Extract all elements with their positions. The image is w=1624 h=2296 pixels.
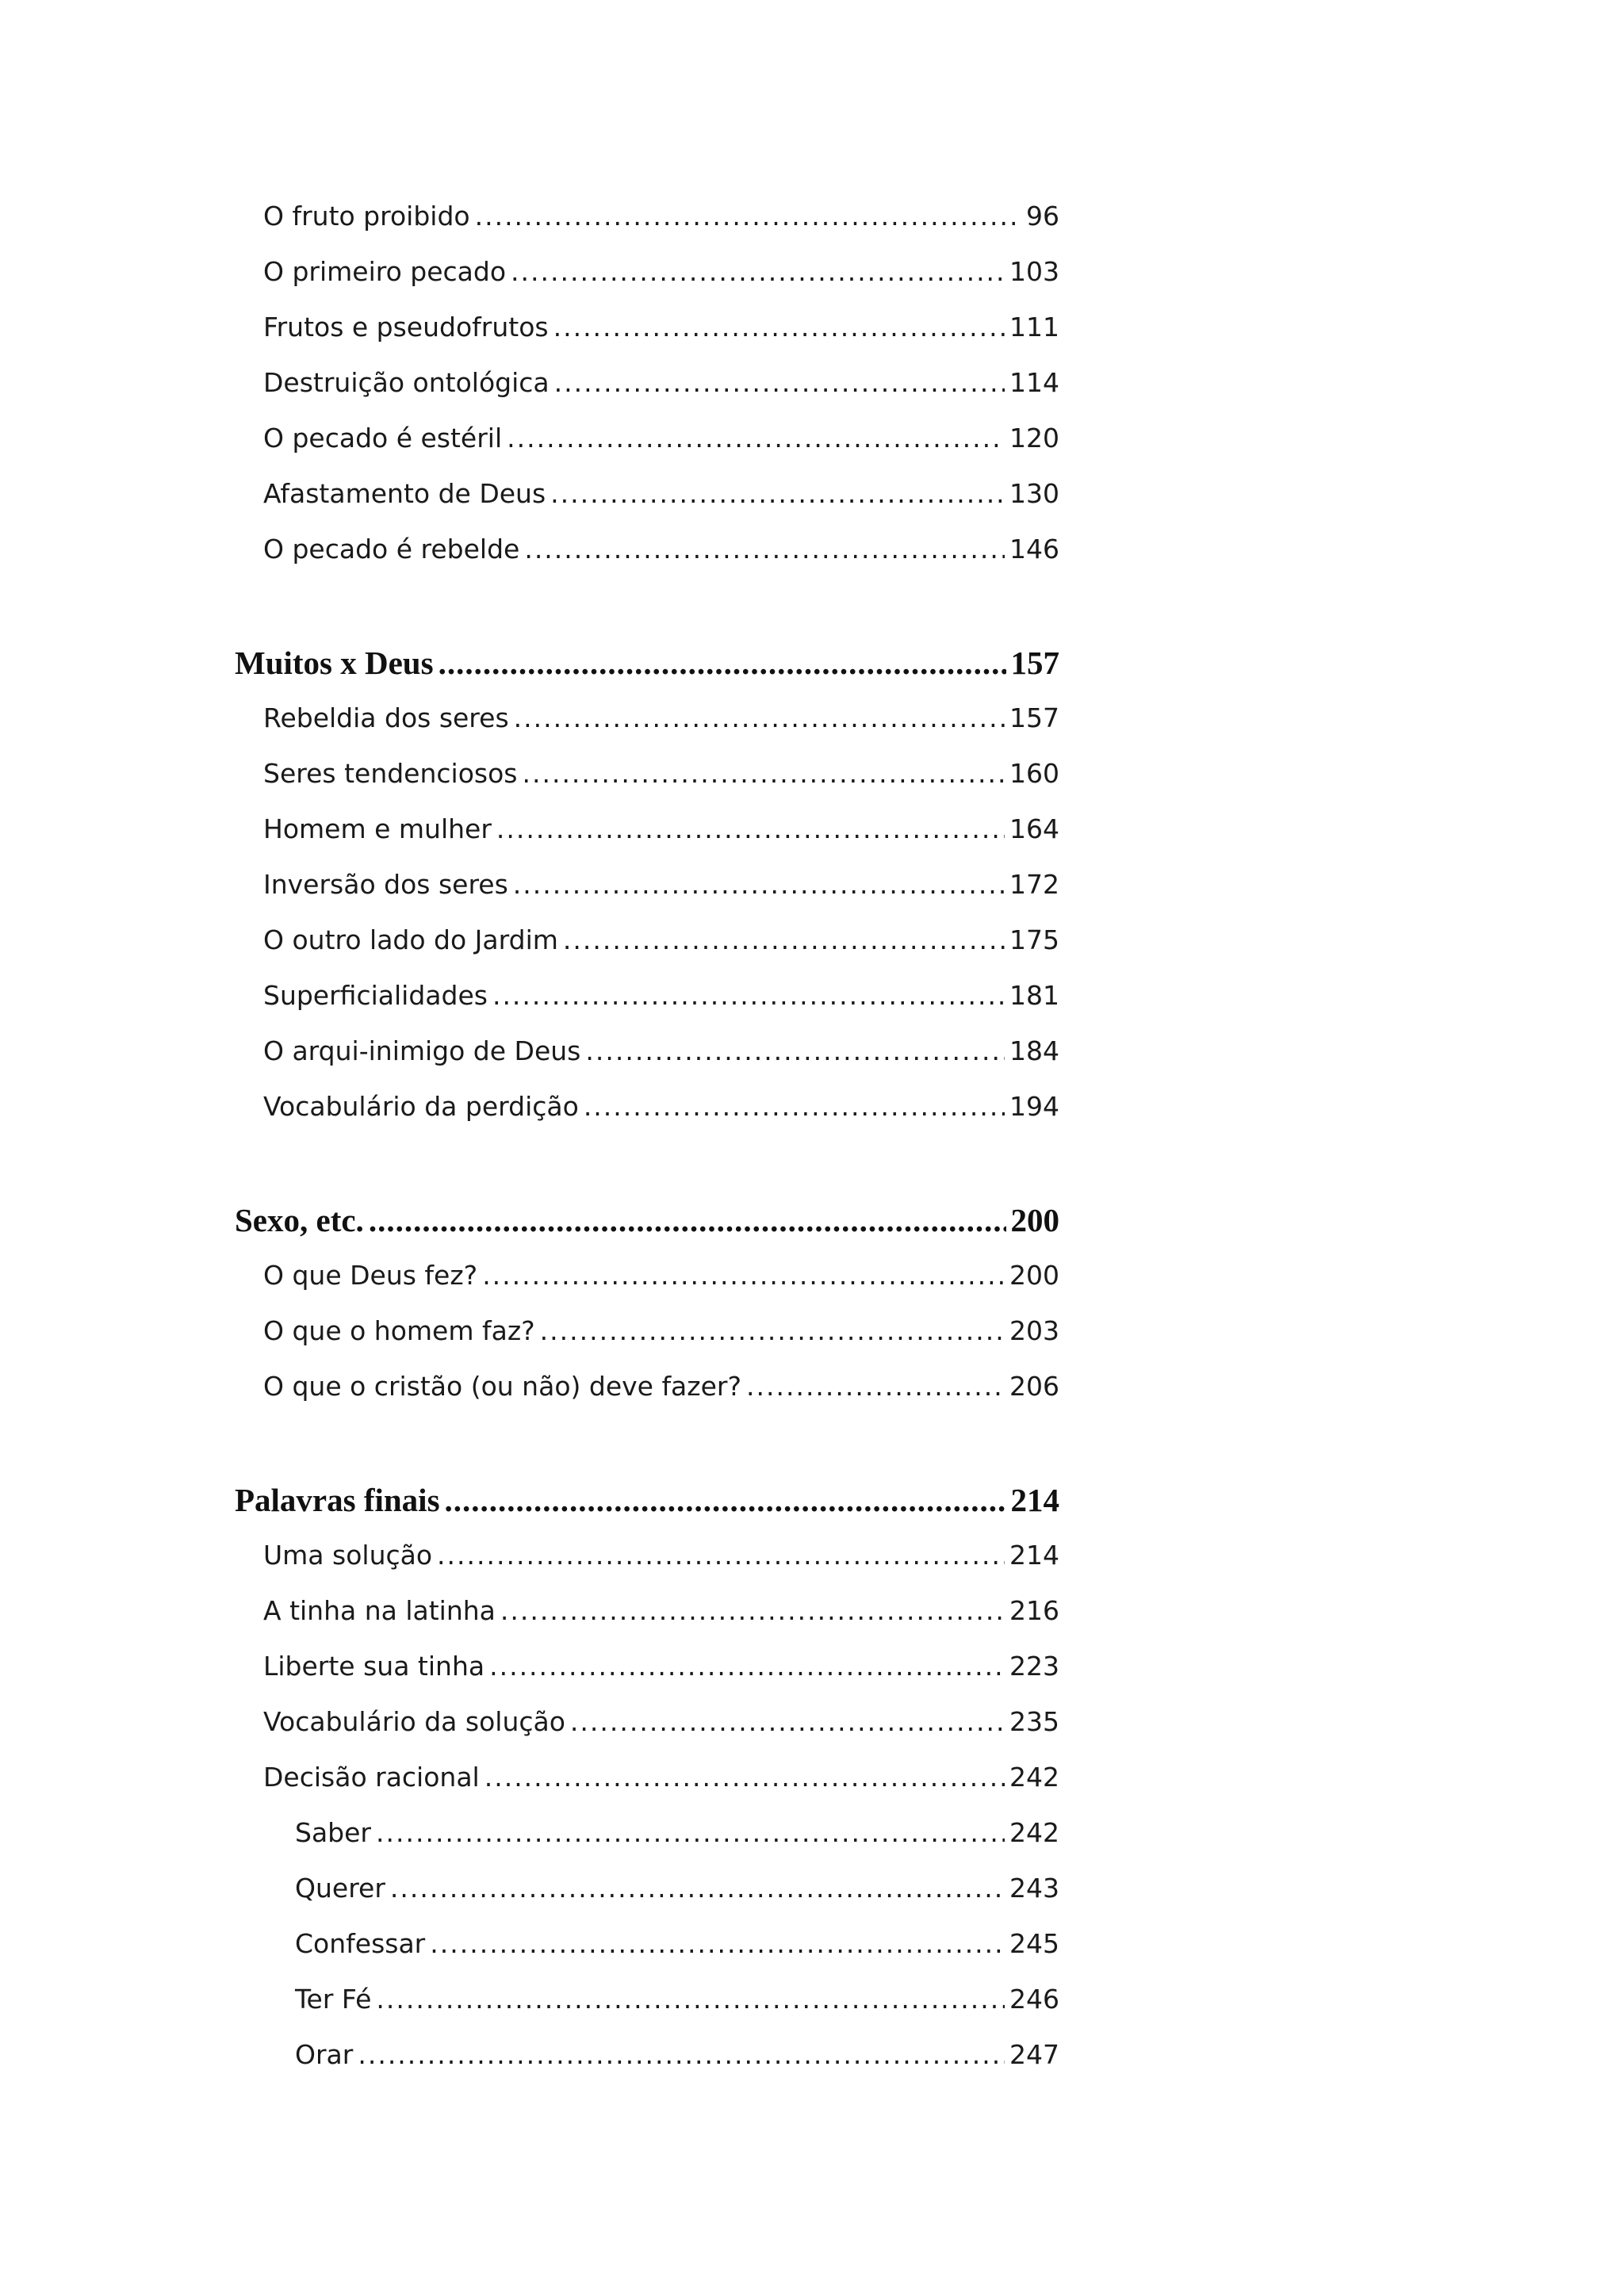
toc-entry-page-number: 130 — [1009, 478, 1059, 509]
toc-section-entry[interactable] — [235, 691, 1059, 746]
toc-entry-title: Saber — [295, 1817, 371, 1848]
toc-entry-page-number: 96 — [1026, 201, 1059, 232]
toc-entry-title: O que Deus fez? — [263, 1260, 478, 1291]
toc-entry-page-number: 206 — [1009, 1371, 1059, 1402]
toc-subsection-entry[interactable] — [235, 1861, 1059, 1916]
dot-leader — [522, 746, 1005, 802]
dot-leader — [430, 1916, 1005, 1972]
toc-entry-page-number: 214 — [1009, 1540, 1059, 1571]
toc-entry-title: O pecado é rebelde — [263, 534, 520, 564]
toc-entry-page-number: 157 — [1010, 645, 1059, 681]
dot-leader — [376, 1805, 1005, 1861]
toc-entry-page-number: 246 — [1009, 1984, 1059, 2015]
dot-leader — [540, 1303, 1005, 1359]
toc-section-entry[interactable] — [235, 189, 1059, 244]
toc-entry-title: Vocabulário da solução — [263, 1706, 565, 1737]
toc-entry-page-number: 120 — [1009, 423, 1059, 453]
toc-entry-title: Inversão dos seres — [263, 869, 508, 900]
toc-section-entry[interactable] — [235, 1694, 1059, 1750]
toc-section-entry[interactable] — [235, 1750, 1059, 1805]
toc-entry-title: Homem e mulher — [263, 813, 492, 844]
toc-entry-title: Rebeldia dos seres — [263, 702, 509, 733]
dot-leader — [376, 1972, 1005, 2027]
toc-entry-page-number: 216 — [1009, 1595, 1059, 1626]
toc-section-entry[interactable] — [235, 1303, 1059, 1359]
dot-leader — [437, 1528, 1005, 1583]
toc-section-entry[interactable] — [235, 802, 1059, 857]
dot-leader — [445, 1472, 1006, 1528]
dot-leader — [514, 691, 1005, 746]
toc-entry-page-number: 172 — [1009, 869, 1059, 900]
toc-entry-title: O fruto proibido — [263, 201, 470, 232]
dot-leader — [584, 1079, 1005, 1135]
dot-leader — [500, 1583, 1005, 1639]
toc-entry-title: Sexo, etc. — [235, 1202, 364, 1238]
toc-subsection-entry[interactable] — [235, 1916, 1059, 1972]
toc-section-entry[interactable] — [235, 1583, 1059, 1639]
toc-section-entry[interactable] — [235, 1639, 1059, 1694]
toc-entry-page-number: 200 — [1010, 1202, 1059, 1238]
toc-entry-page-number: 157 — [1009, 702, 1059, 733]
dot-leader — [511, 244, 1005, 300]
toc-section-entry[interactable] — [235, 466, 1059, 522]
toc-entry-page-number: 160 — [1009, 758, 1059, 789]
toc-entry-page-number: 111 — [1009, 312, 1059, 342]
dot-leader — [524, 522, 1005, 577]
toc-section-entry[interactable] — [235, 968, 1059, 1024]
toc-entry-page-number: 184 — [1009, 1035, 1059, 1066]
toc-entry-title: A tinha na latinha — [263, 1595, 496, 1626]
toc-entry-title: O pecado é estéril — [263, 423, 503, 453]
toc-entry-page-number: 146 — [1009, 534, 1059, 564]
dot-leader — [585, 1024, 1005, 1079]
table-of-contents — [235, 189, 1059, 2083]
dot-leader — [489, 1639, 1005, 1694]
toc-entry-title: Destruição ontológica — [263, 367, 550, 398]
dot-leader — [496, 802, 1005, 857]
dot-leader — [358, 2027, 1005, 2083]
toc-section-entry[interactable] — [235, 857, 1059, 913]
toc-chapter-entry[interactable] — [235, 1192, 1059, 1248]
dot-leader — [550, 466, 1005, 522]
toc-subsection-entry[interactable] — [235, 1972, 1059, 2027]
toc-section-entry[interactable] — [235, 244, 1059, 300]
toc-chapter-entry[interactable] — [235, 635, 1059, 691]
toc-entry-page-number: 164 — [1009, 813, 1059, 844]
dot-leader — [439, 635, 1006, 691]
toc-chapter-entry[interactable] — [235, 1472, 1059, 1528]
dot-leader — [482, 1248, 1005, 1303]
dot-leader — [553, 300, 1005, 355]
toc-entry-title: Frutos e pseudofrutos — [263, 312, 549, 342]
toc-entry-title: Seres tendenciosos — [263, 758, 518, 789]
toc-section-entry[interactable] — [235, 1359, 1059, 1414]
toc-entry-page-number: 243 — [1009, 1873, 1059, 1904]
toc-section-entry[interactable] — [235, 1079, 1059, 1135]
toc-section-entry[interactable] — [235, 411, 1059, 466]
dot-leader — [570, 1694, 1005, 1750]
toc-entry-page-number: 245 — [1009, 1928, 1059, 1959]
dot-leader — [507, 411, 1005, 466]
toc-entry-page-number: 235 — [1009, 1706, 1059, 1737]
toc-section-entry[interactable] — [235, 300, 1059, 355]
toc-entry-page-number: 203 — [1009, 1315, 1059, 1346]
toc-entry-title: Confessar — [295, 1928, 426, 1959]
toc-entry-title: Afastamento de Deus — [263, 478, 546, 509]
toc-section-entry[interactable] — [235, 1528, 1059, 1583]
toc-entry-title: Orar — [295, 2039, 354, 2070]
toc-entry-title: O que o cristão (ou não) deve fazer? — [263, 1371, 741, 1402]
toc-entry-page-number: 194 — [1009, 1091, 1059, 1122]
dot-leader — [554, 355, 1005, 411]
toc-section-entry[interactable] — [235, 913, 1059, 968]
toc-entry-page-number: 175 — [1009, 924, 1059, 955]
toc-entry-page-number: 200 — [1009, 1260, 1059, 1291]
toc-entry-title: O arqui-inimigo de Deus — [263, 1035, 581, 1066]
toc-subsection-entry[interactable] — [235, 1805, 1059, 1861]
toc-entry-title: Ter Fé — [295, 1984, 372, 2015]
toc-subsection-entry[interactable] — [235, 2027, 1059, 2083]
dot-leader — [369, 1192, 1006, 1248]
toc-entry-title: Vocabulário da perdição — [263, 1091, 579, 1122]
dot-leader — [513, 857, 1005, 913]
toc-entry-page-number: 114 — [1009, 367, 1059, 398]
dot-leader — [485, 1750, 1005, 1805]
toc-section-entry[interactable] — [235, 1248, 1059, 1303]
toc-section-entry[interactable] — [235, 746, 1059, 802]
toc-section-entry[interactable] — [235, 1024, 1059, 1079]
toc-entry-title: Decisão racional — [263, 1762, 480, 1793]
toc-entry-title: Liberte sua tinha — [263, 1651, 485, 1682]
dot-leader — [563, 913, 1005, 968]
toc-entry-page-number: 214 — [1010, 1482, 1059, 1518]
dot-leader — [475, 189, 1021, 244]
toc-entry-title: O que o homem faz? — [263, 1315, 535, 1346]
toc-entry-page-number: 181 — [1009, 980, 1059, 1011]
toc-entry-title: O outro lado do Jardim — [263, 924, 558, 955]
toc-entry-page-number: 247 — [1009, 2039, 1059, 2070]
toc-entry-page-number: 242 — [1009, 1762, 1059, 1793]
toc-entry-title: Uma solução — [263, 1540, 433, 1571]
dot-leader — [390, 1861, 1005, 1916]
toc-entry-title: Palavras finais — [235, 1482, 440, 1518]
dot-leader — [492, 968, 1005, 1024]
toc-section-entry[interactable] — [235, 355, 1059, 411]
toc-entry-title: Superficialidades — [263, 980, 488, 1011]
toc-entry-page-number: 103 — [1009, 256, 1059, 287]
toc-entry-title: O primeiro pecado — [263, 256, 507, 287]
toc-entry-title: Querer — [295, 1873, 385, 1904]
toc-entry-title: Muitos x Deus — [235, 645, 434, 681]
dot-leader — [746, 1359, 1005, 1414]
toc-entry-page-number: 223 — [1009, 1651, 1059, 1682]
toc-section-entry[interactable] — [235, 522, 1059, 577]
toc-entry-page-number: 242 — [1009, 1817, 1059, 1848]
